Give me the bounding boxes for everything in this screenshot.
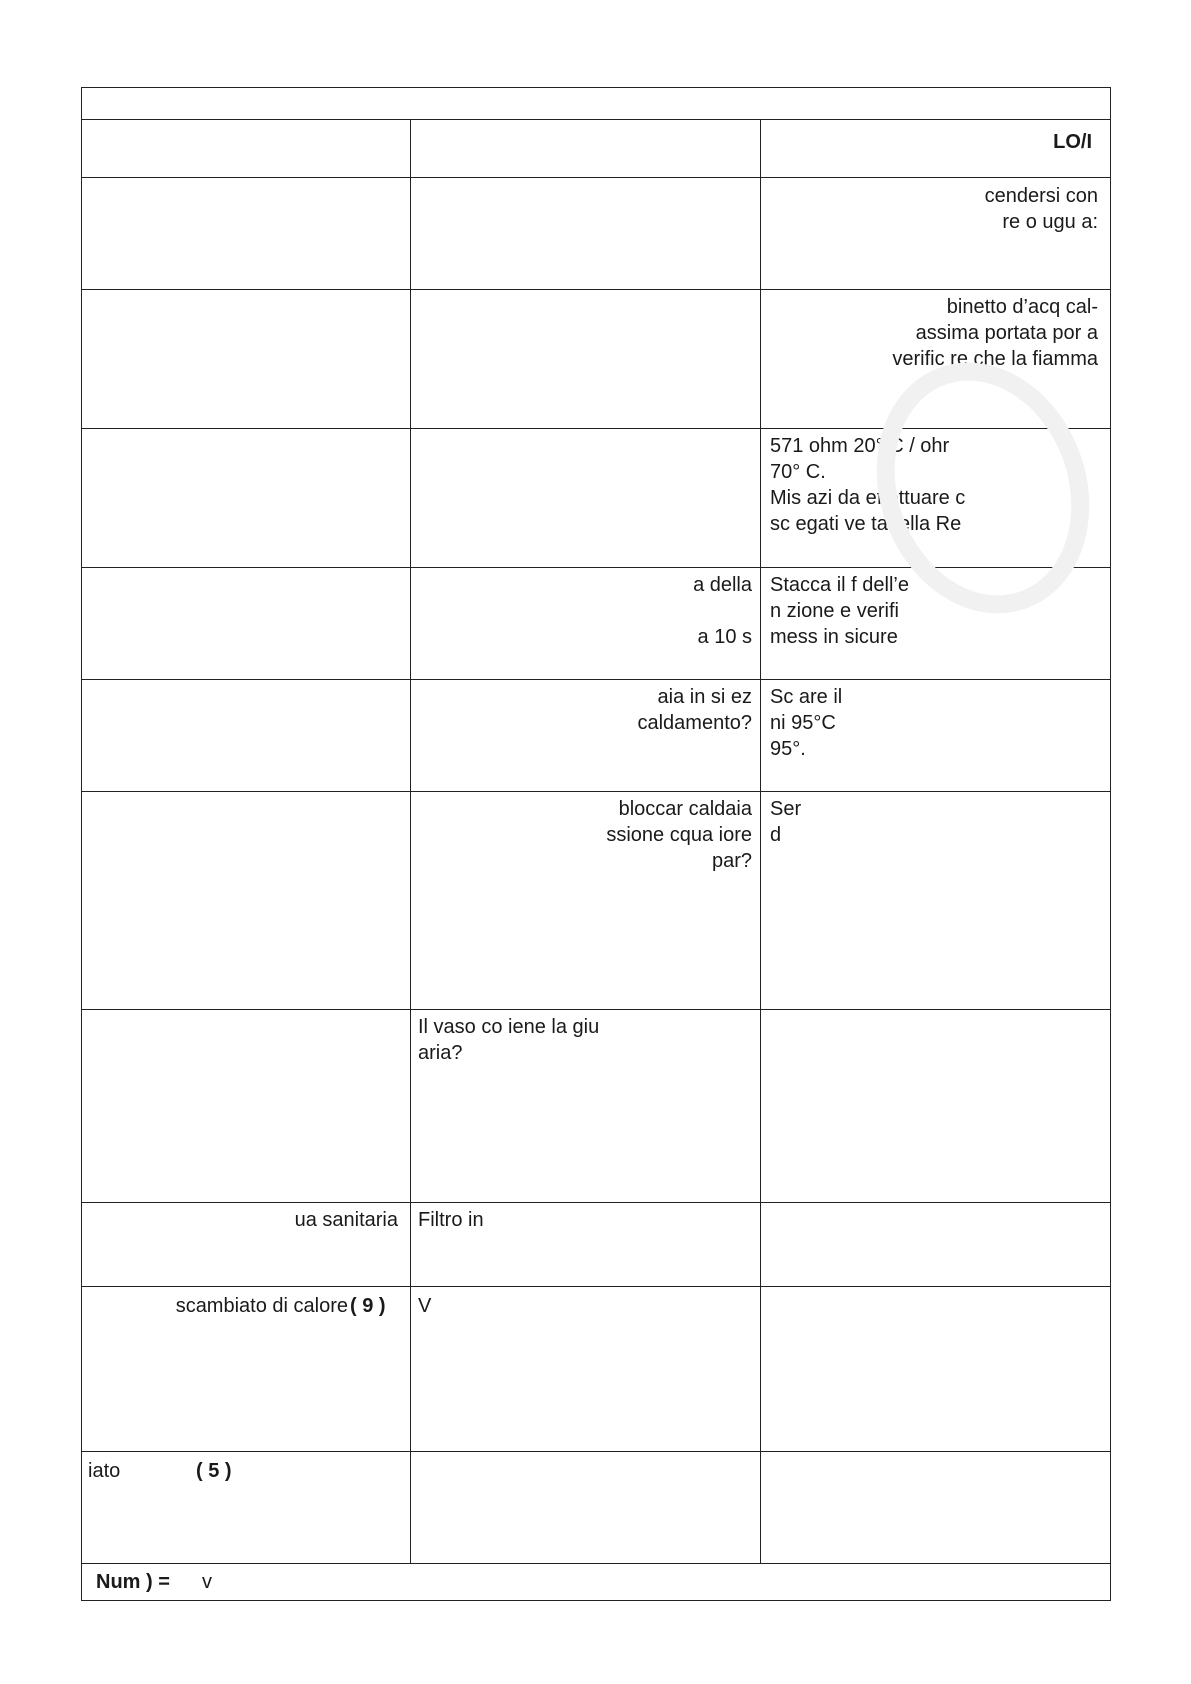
row10-col1: iato xyxy=(88,1460,121,1482)
row8-col2: Filtro in xyxy=(418,1209,484,1231)
document-table xyxy=(81,87,1111,1601)
row3-col3: 571 ohm 20° C / ohr 70° C. Mis azi da effettuare c sc egati ve tabella Re xyxy=(770,435,966,535)
row9-col1: scambiato di calore xyxy=(175,1295,348,1317)
row-divider xyxy=(82,1009,1110,1010)
row9-col1-num: ( 9 ) xyxy=(350,1295,386,1317)
row5-col3: Sc are il ni 95°C 95°. xyxy=(770,686,843,760)
row-divider xyxy=(82,679,1110,680)
column-divider xyxy=(760,119,761,1563)
row-divider xyxy=(82,1563,1110,1564)
row7-col2: Il vaso co iene la giu aria? xyxy=(418,1016,600,1064)
footer-num-label: Num ) = xyxy=(96,1571,170,1593)
row-divider xyxy=(82,1451,1110,1452)
header-col3: LO/I xyxy=(1053,131,1092,153)
row-divider xyxy=(82,1202,1110,1203)
row10-col1-num: ( 5 ) xyxy=(196,1460,232,1482)
row-divider xyxy=(82,119,1110,120)
row8-col1: ua sanitaria xyxy=(294,1209,398,1231)
row5-col2: aia in si ez caldamento? xyxy=(637,686,752,734)
row2-col3: binetto d’acq cal- assima portata por a verific re che la fiamma xyxy=(892,296,1098,370)
row4-col3: Stacca il f dell’e n zione e verifi mess in sicure xyxy=(770,574,909,648)
row-divider xyxy=(82,791,1110,792)
row6-col3: Ser d xyxy=(770,798,802,846)
row9-col2: V xyxy=(418,1295,432,1317)
row6-col2: bloccar caldaia ssione cqua iore par? xyxy=(606,798,752,872)
row-divider xyxy=(82,1286,1110,1287)
footer-rest: v xyxy=(202,1571,212,1593)
row-divider xyxy=(82,289,1110,290)
row-divider xyxy=(82,177,1110,178)
row4-col2: a della a 10 s xyxy=(693,574,752,648)
column-divider xyxy=(410,119,411,1563)
row1-col3: cendersi con re o ugu a: xyxy=(984,185,1098,233)
